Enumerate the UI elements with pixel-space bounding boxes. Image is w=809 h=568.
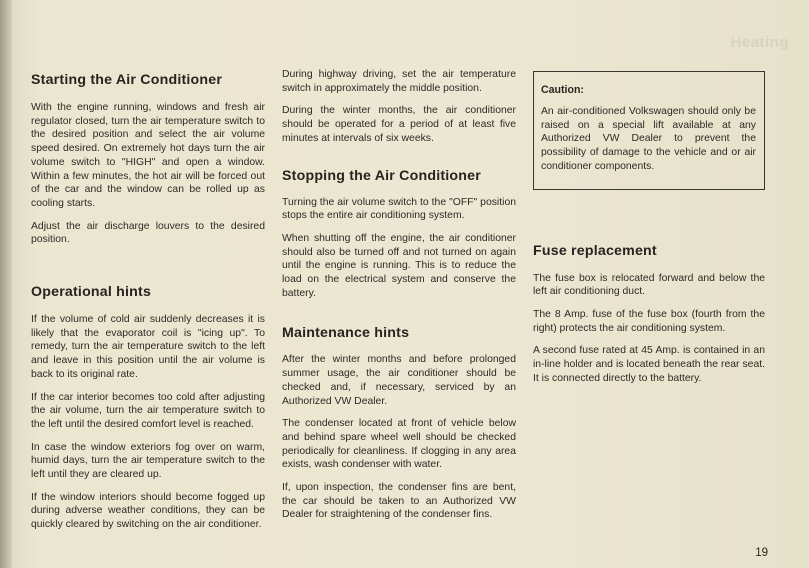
paragraph: After the winter months and before prolonged summer usage, the air conditioner should be checked and, if necessary, serviced by an Authorized VW Dealer. <box>282 354 516 407</box>
paragraph: Turning the air volume switch to the "OFF" position stops the entire air conditioning system. <box>282 196 516 222</box>
paragraph: Adjust the air discharge louvers to the desired position. <box>31 220 265 246</box>
paragraph: If the window interiors should become fogged up during adverse weather conditions, they can be quickly cleared by switching on the air conditioner. <box>31 491 265 531</box>
book-spine-shadow <box>0 0 12 568</box>
caution-box <box>533 71 765 190</box>
heading-operational-hints: Operational hints <box>31 284 152 301</box>
show-through-heading: Heating <box>730 34 789 51</box>
column-right <box>533 68 765 394</box>
paragraph: A second fuse rated at 45 Amp. is contained in an in-line holder and is located beneath the rear seat. It is connected directly to the battery. <box>533 345 765 384</box>
heading-starting-air-conditioner: Starting the Air Conditioner <box>31 72 223 88</box>
paragraph: The 8 Amp. fuse of the fuse box (fourth from the right) protects the air conditioning system. <box>533 308 765 334</box>
paragraph: With the engine running, windows and fresh air regulator closed, turn the air temperature switch to the desired position and select the air volume speed desired. On extremely hot days turn the air volume switch to "HIGH" and open a window. Within a few minutes, the hot air will be forced out of the car and the window can be rolled up as cooling starts. <box>31 102 265 209</box>
paragraph: If the car interior becomes too cold after adjusting the air volume, turn the air temperature switch to the left until the desired comfort level is reached. <box>31 391 265 430</box>
caution-text: An air-conditioned Volkswagen should only be raised on a special lift available at any Authorized VW Dealer to prevent the possibility of damage to the vehicle and or air conditioner components. <box>541 106 756 172</box>
page-number: 19 <box>755 547 768 559</box>
column-left <box>31 68 265 541</box>
paragraph: If the volume of cold air suddenly decreases it is likely that the evaporator coil is "icing up". To remedy, turn the air temperature switch to the left and leave in this position until the air volume is back to its original rate. <box>31 314 265 380</box>
paragraph: In case the window exteriors fog over on warm, humid days, turn the air temperature switch to the left until they are cleared up. <box>31 441 265 481</box>
paragraph: The condenser located at front of vehicle below and behind spare wheel well should be checked periodically for cleanliness. If clogging in any area exists, wash condenser with water. <box>282 418 516 471</box>
heading-fuse-replacement: Fuse replacement <box>533 242 657 259</box>
paragraph: During highway driving, set the air temperature switch in approximately the middle position. <box>282 69 516 94</box>
heading-maintenance-hints: Maintenance hints <box>282 325 410 342</box>
column-middle <box>282 68 516 531</box>
caution-title: Caution: <box>541 84 584 96</box>
paragraph: When shutting off the engine, the air conditioner should also be turned off and not turned on again until the engine is running. This is to reduce the load on the electrical system and conserve the battery. <box>282 232 516 299</box>
paragraph: During the winter months, the air conditioner should be operated for a period of at least five minutes at intervals of six weeks. <box>282 105 516 144</box>
heading-stopping-air-conditioner: Stopping the Air Conditioner <box>282 167 481 184</box>
paragraph: If, upon inspection, the condenser fins are bent, the car should be taken to an Authorized VW Dealer for straightening of the condenser fins. <box>282 482 516 521</box>
paragraph: The fuse box is relocated forward and below the left air conditioning duct. <box>533 272 765 298</box>
